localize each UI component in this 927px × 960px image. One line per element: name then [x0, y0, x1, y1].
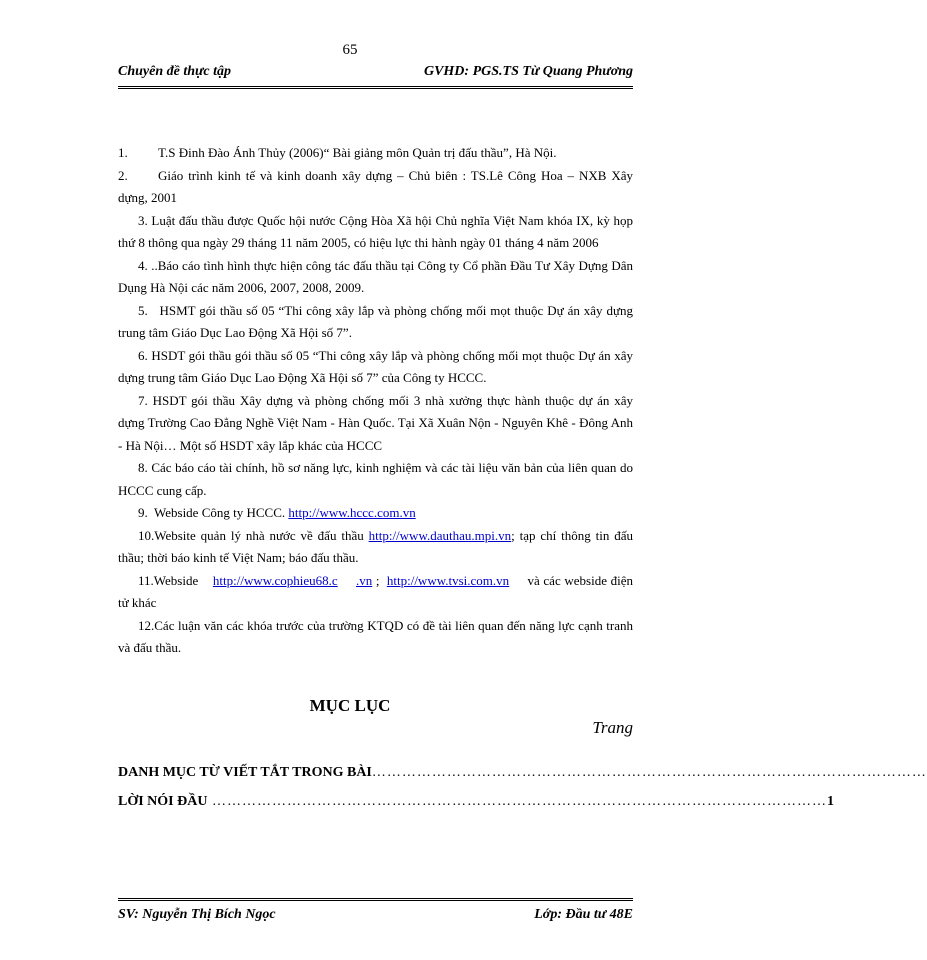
reference-number: 8. — [138, 460, 148, 475]
reference-number: 9. — [138, 505, 148, 520]
reference-text: T.S Đinh Đào Ánh Thủy (2006)“ Bài giảng môn Quản trị đấu thầu”, Hà Nội. — [158, 145, 557, 160]
reference-item — [118, 255, 633, 300]
tvsi-website-link[interactable]: http://www.tvsi.com.vn — [386, 572, 510, 588]
reference-item — [118, 165, 633, 210]
toc-page-label: Trang — [592, 718, 633, 737]
page-header — [118, 64, 633, 89]
reference-number: 11. — [138, 572, 154, 588]
toc-entry-label: LỜI NÓI ĐẦU — [118, 794, 208, 809]
cophieu68-website-link[interactable]: http://www.cophieu68.c — [212, 572, 338, 588]
reference-number: 3. — [138, 212, 148, 228]
reference-number: 6. — [138, 347, 148, 363]
toc-entry[interactable] — [118, 786, 834, 810]
reference-text: Website quản lý nhà nước về đấu thầu — [154, 527, 364, 543]
dauthau-website-link[interactable]: http://www.dauthau.mpi.vn — [368, 527, 512, 543]
reference-text: Luật đấu thầu được Quốc hội nước Cộng Hòa Xã hội Chủ nghĩa Việt Nam khóa IX, kỳ họp thứ 8 thông qua ngày 29 tháng 11 năm 2005, có hiệu lực thi hành ngày 01 tháng 4 năm 2006 — [118, 212, 634, 250]
reference-item: 11.Webside http://www.cophieu68.c .vn ; http://www.tvsi.com.vn và các webside điện tử khác — [118, 572, 634, 610]
toc-entry-page: 1 — [826, 794, 834, 809]
reference-item — [118, 210, 633, 255]
reference-item — [118, 345, 633, 390]
reference-item — [118, 502, 633, 525]
reference-text: Webside Công ty HCCC. — [154, 505, 286, 520]
reference-item — [118, 390, 633, 458]
reference-number: 7. — [138, 392, 148, 408]
reference-item — [118, 615, 633, 660]
footer-student: SV: Nguyễn Thị Bích Ngọc — [118, 907, 276, 922]
reference-text: Các báo cáo tài chính, hồ sơ năng lực, kinh nghiệm và các tài liệu văn bản của liên quan do HCCC cung cấp. — [118, 460, 634, 498]
footer-class: Lớp: Đầu tư 48E — [534, 907, 633, 922]
toc-leader-dots: ………………………………………………………………………………………………… — [371, 765, 927, 780]
hccc-website-link[interactable]: http://www.hccc.com.vn — [288, 505, 416, 520]
reference-text: Giáo trình kinh tế và kinh doanh xây dựng – Chủ biên : TS.Lê Công Hoa – NXB Xây dựng, 2001 — [118, 167, 633, 205]
reference-item — [118, 525, 633, 570]
header-advisor: GVHD: PGS.TS Từ Quang Phương — [423, 64, 633, 79]
reference-text: HSMT gói thầu số 05 “Thi công xây lắp và phòng chống mối mọt thuộc Dự án xây dựng trung tâm Giáo Dục Lao Động Xã Hội số 7”. — [118, 302, 634, 340]
cophieu68-website-link-end[interactable]: .vn — [356, 572, 373, 588]
toc-entry[interactable] — [118, 757, 927, 781]
reference-list — [118, 142, 633, 660]
reference-item — [118, 300, 633, 345]
reference-number: 12. — [138, 617, 155, 633]
reference-text: HSDT gói thầu gói thầu số 05 “Thi công xây lắp và phòng chống mối mọt thuộc Dự án xây dựng trung tâm Giáo Dục Lao Động Xã Hội số 7” của Công ty HCCC. — [118, 347, 634, 385]
toc-entry-label: DANH MỤC TỪ VIẾT TẮT TRONG BÀI — [118, 765, 372, 780]
page-number: 65 — [342, 42, 358, 58]
reference-number: 4. — [138, 257, 148, 273]
reference-item — [118, 142, 633, 165]
reference-number: 2. — [118, 167, 128, 183]
reference-text: ; tạp chí thông tin đấu thầu; thời báo kinh tế Việt Nam; báo đấu thầu. — [118, 527, 633, 565]
reference-text: và các webside điện tử khác — [118, 572, 634, 610]
page-footer — [118, 898, 633, 927]
reference-number: 5. — [138, 302, 148, 318]
reference-text: HSDT gói thầu Xây dựng và phòng chống mối 3 nhà xưởng thực hành thuộc dự án xây dựng Trường Cao Đẳng Nghề Việt Nam - Hàn Quốc. Tại Xã Xuân Nộn - Nguyên Khê - Đông Anh - Hà Nội… Một số HSDT xây lắp khác của HCCC — [118, 392, 634, 453]
header-title: Chuyên đề thực tập — [118, 64, 232, 79]
toc-leader-dots: …………………………………………………………………………………………………………… — [207, 794, 827, 809]
reference-number: 10. — [138, 527, 155, 543]
reference-text: Webside — [153, 572, 199, 588]
reference-text: ..Báo cáo tình hình thực hiện công tác đấu thầu tại Công ty Cổ phần Đầu Tư Xây Dựng Dân Dụng Hà Nội các năm 2006, 2007, 2008, 2009. — [118, 257, 634, 295]
toc-title: MỤC LỤC — [309, 696, 391, 715]
reference-item — [118, 457, 633, 502]
reference-number: 1. — [118, 145, 128, 160]
reference-text: Các luận văn các khóa trước của trường KTQD có đề tài liên quan đến năng lực cạnh tranh và đấu thầu. — [118, 617, 633, 655]
